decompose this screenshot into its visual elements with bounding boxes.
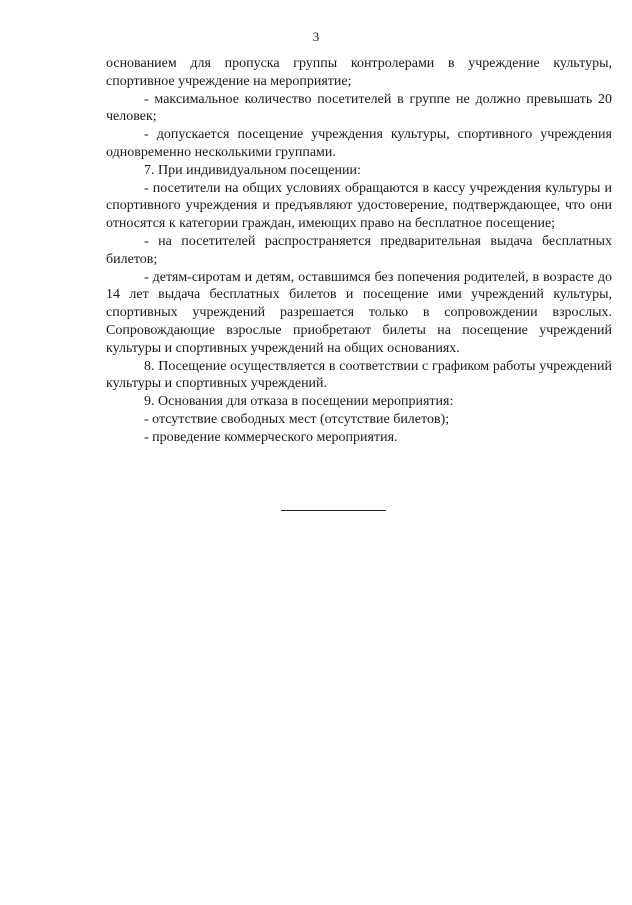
paragraph-group-max-visitors: - максимальное количество посетителей в группе не должно превышать 20 человек; bbox=[106, 91, 612, 125]
document-body bbox=[106, 55, 612, 447]
paragraph-cashier-certificate: - посетители на общих условиях обращаются в кассу учреждения культуры и спортивного учреждения и предъявляют удостоверение, подтверждающее, что они относятся к категории граждан, имеющих право на бесплатное посещение; bbox=[106, 180, 612, 232]
paragraph-commercial-event: - проведение коммерческого мероприятия. bbox=[144, 429, 398, 445]
paragraph-individual-visit-heading: 7. При индивидуальном посещении: bbox=[144, 162, 361, 178]
end-divider-line bbox=[281, 510, 386, 511]
paragraph-multiple-groups: - допускается посещение учреждения культуры, спортивного учреждения одновременно несколькими группами. bbox=[106, 127, 612, 160]
paragraph-no-free-seats: - отсутствие свободных мест (отсутствие билетов); bbox=[144, 411, 450, 427]
paragraph-advance-tickets: - на посетителей распространяется предварительная выдача бесплатных билетов; bbox=[106, 233, 612, 267]
page-number: 3 bbox=[312, 29, 320, 44]
paragraph-orphans-accompanied: - детям-сиротам и детям, оставшимся без попечения родителей, в возрасте до 14 лет выдача бесплатных билетов и посещение ими учреждений культуры, спортивных учреждений разрешается только в сопровождении взрослых. Сопровождающие взрослые приобретают билеты на посещение учреждений культуры и спортивных учреждений на общих основаниях. bbox=[106, 269, 612, 356]
paragraph-refusal-grounds-heading: 9. Основания для отказа в посещении мероприятия: bbox=[144, 394, 454, 410]
paragraph-schedule: 8. Посещение осуществляется в соответствии с графиком работы учреждений культуры и спортивных учреждений. bbox=[106, 358, 612, 392]
paragraph-group-pass-basis: основанием для пропуска группы контролерами в учреждение культуры, спортивное учреждение на мероприятие; bbox=[106, 56, 612, 89]
